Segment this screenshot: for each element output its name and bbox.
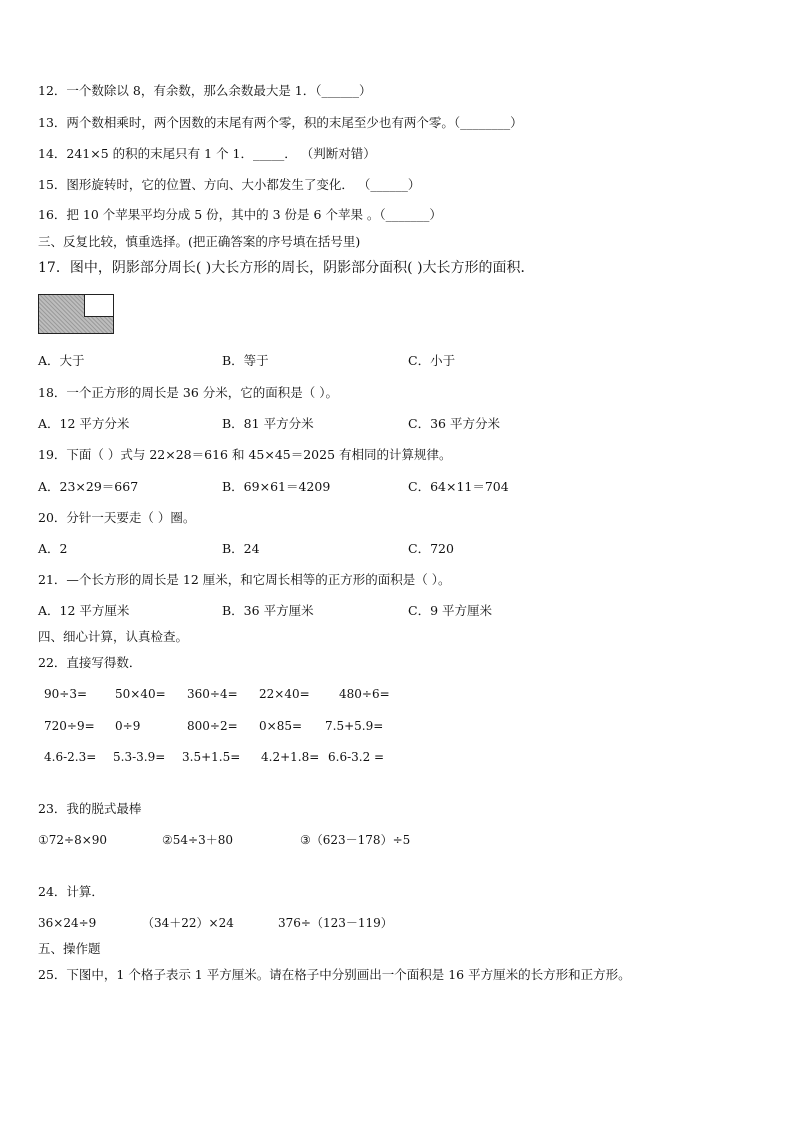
q17-option-b: B．等于 (222, 353, 269, 368)
q14: 14．241×5 的积的末尾只有 1 个 1．_____． （判断对错） (38, 146, 376, 161)
q22-r3-c2: 5.3-3.9= (113, 750, 166, 764)
q22-r1-c2: 50×40= (115, 687, 166, 701)
q25: 25．下图中，1 个格子表示 1 平方厘米。请在格子中分别画出一个面积是 16 平方厘米的长方形和正方形。 (38, 967, 631, 982)
q18-option-a: A．12 平方分米 (38, 416, 130, 431)
q18-option-c: C．36 平方分米 (408, 416, 500, 431)
q24-item-1: 36×24÷9 (38, 916, 97, 930)
section-5-heading: 五、操作题 (38, 941, 101, 956)
q23-item-3: ③（623－178）÷5 (300, 833, 411, 847)
q21: 21．—个长方形的周长是 12 厘米，和它周长相等的正方形的面积是（ ）。 (38, 572, 451, 587)
q22: 22．直接写得数． (38, 655, 142, 670)
q24: 24．计算． (38, 884, 104, 899)
q20-option-a: A．2 (38, 541, 68, 556)
q20-option-c: C．720 (408, 541, 454, 556)
section-4-heading: 四、细心计算，认真检查。 (38, 629, 189, 644)
q21-option-a: A．12 平方厘米 (38, 603, 130, 618)
q13: 13．两个数相乘时，两个因数的末尾有两个零，积的末尾至少也有两个零。（________） (38, 115, 523, 130)
q19: 19．下面（ ）式与 22×28＝616 和 45×45＝2025 有相同的计算规律。 (38, 447, 452, 462)
q22-r3-c1: 4.6-2.3= (44, 750, 97, 764)
q16: 16．把 10 个苹果平均分成 5 份，其中的 3 份是 6 个苹果 。（_______） (38, 207, 442, 222)
q12: 12．一个数除以 8，有余数，那么余数最大是 1．（______） (38, 83, 372, 98)
q17-figure (38, 294, 114, 334)
q19-option-a: A．23×29＝667 (38, 479, 139, 494)
q18: 18．一个正方形的周长是 36 分米，它的面积是（ ）。 (38, 385, 338, 400)
q17-option-c: C．小于 (408, 353, 456, 368)
q22-r3-c3: 3.5+1.5= (182, 750, 241, 764)
section-3-heading: 三、反复比较，慎重选择。(把正确答案的序号填在括号里) (38, 234, 361, 249)
q24-item-2: （34＋22）×24 (142, 916, 234, 930)
q22-r1-c1: 90÷3= (44, 687, 88, 701)
q17-option-a: A．大于 (38, 353, 85, 368)
q20: 20．分针一天要走（ ）圈。 (38, 510, 196, 525)
q19-option-b: B．69×61＝4209 (222, 479, 331, 494)
q22-r1-c5: 480÷6= (339, 687, 390, 701)
q22-r1-c3: 360÷4= (187, 687, 238, 701)
q23: 23．我的脱式最棒 (38, 801, 142, 816)
q22-r2-c3: 800÷2= (187, 719, 238, 733)
q21-option-c: C．9 平方厘米 (408, 603, 492, 618)
q22-r2-c5: 7.5+5.9= (325, 719, 384, 733)
q23-item-1: ①72÷8×90 (38, 833, 108, 847)
q22-r3-c4: 4.2+1.8= (261, 750, 320, 764)
q22-r2-c4: 0×85= (259, 719, 303, 733)
q23-item-2: ②54÷3＋80 (162, 833, 233, 847)
q15: 15．图形旋转时，它的位置、方向、大小都发生了变化． （______） (38, 177, 421, 192)
q18-option-b: B．81 平方分米 (222, 416, 314, 431)
q22-r3-c5: 6.6-3.2 = (328, 750, 385, 764)
q17: 17．图中，阴影部分周长( )大长方形的周长，阴影部分面积( )大长方形的面积． (38, 260, 535, 276)
q17-figure-cutout (84, 294, 114, 317)
q22-r2-c1: 720÷9= (44, 719, 95, 733)
q22-r2-c2: 0÷9 (115, 719, 141, 733)
q20-option-b: B．24 (222, 541, 260, 556)
q21-option-b: B．36 平方厘米 (222, 603, 314, 618)
q22-r1-c4: 22×40= (259, 687, 310, 701)
q19-option-c: C．64×11＝704 (408, 479, 509, 494)
q24-item-3: 376÷（123－119） (278, 916, 393, 930)
